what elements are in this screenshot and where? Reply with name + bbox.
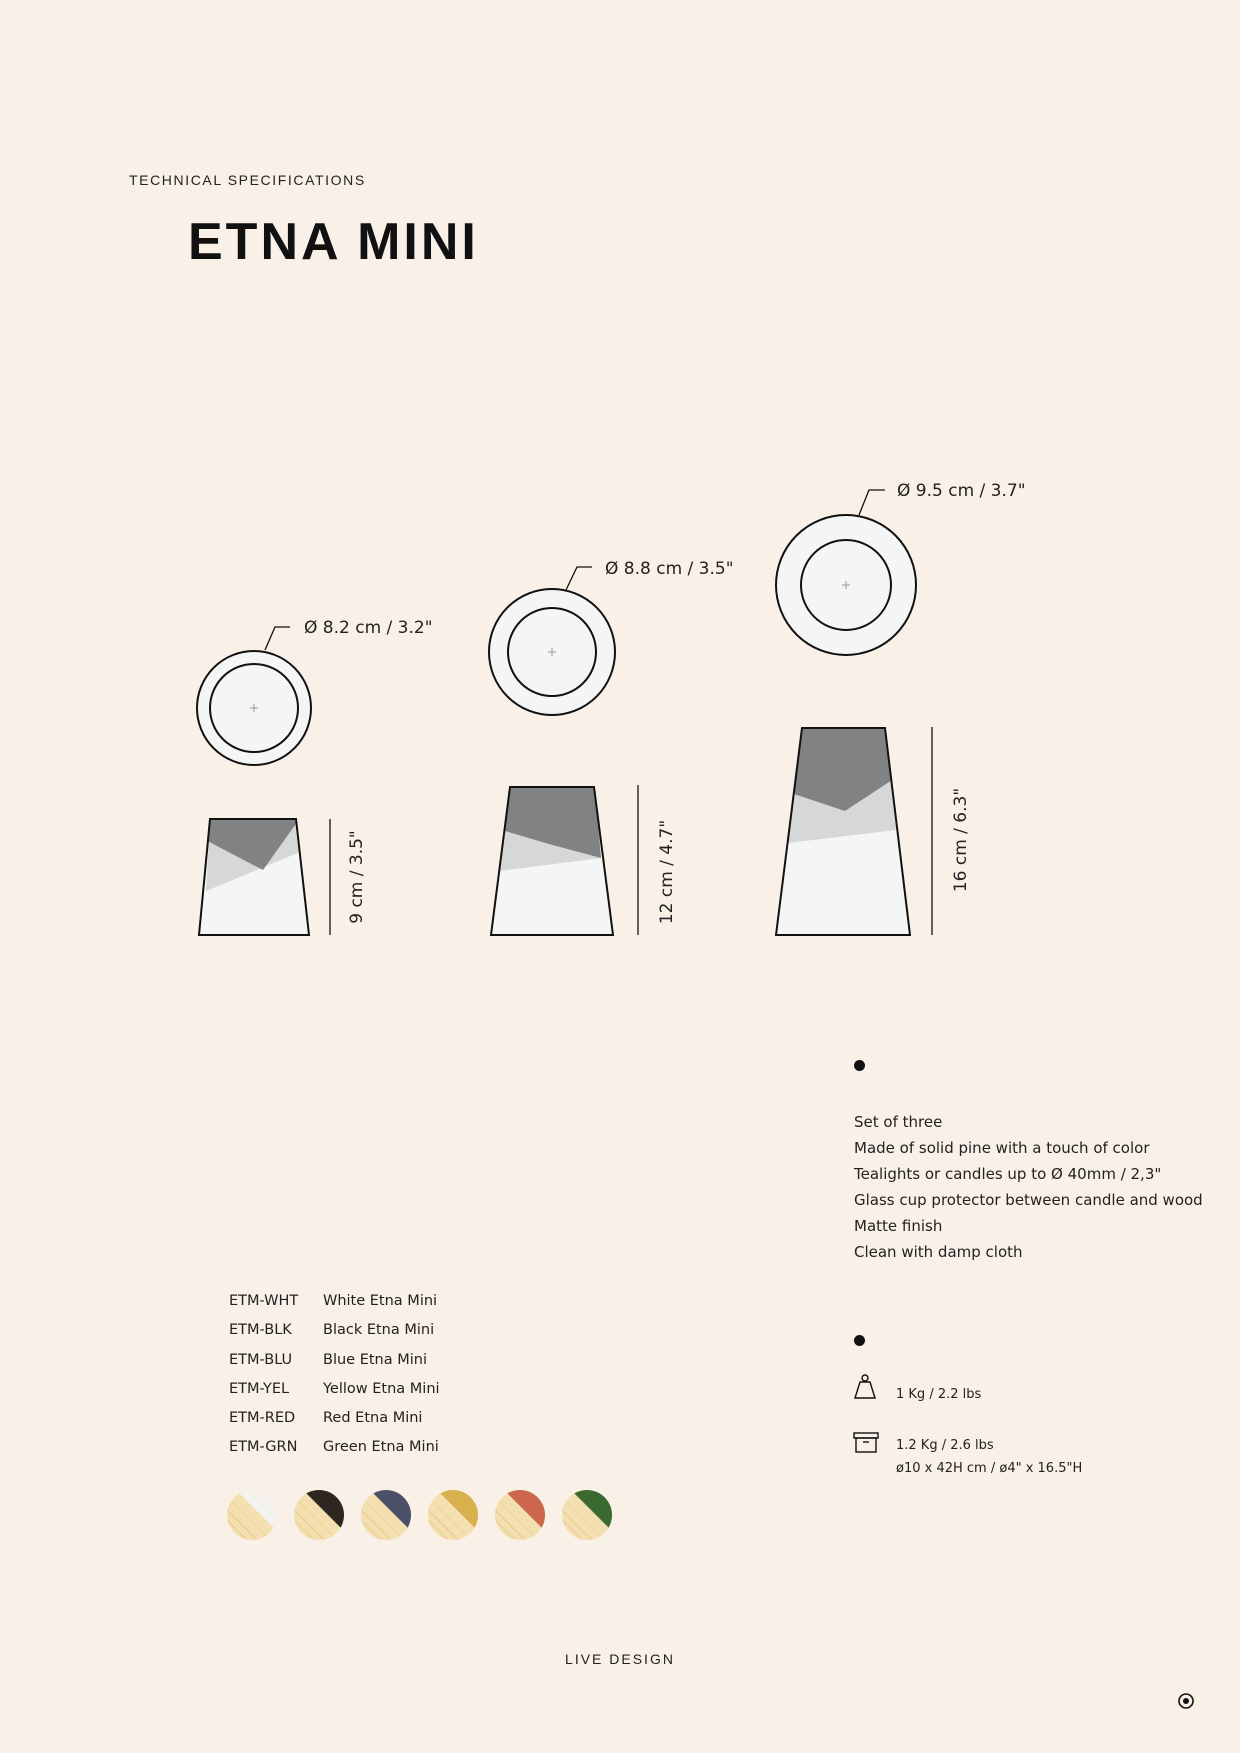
diameter-label-medium: Ø 8.8 cm / 3.5" — [605, 559, 734, 579]
drawing-small — [197, 618, 433, 935]
color-swatch-etm-grn — [562, 1490, 612, 1540]
feature-item: Tealights or candles up to Ø 40mm / 2,3" — [854, 1165, 1162, 1183]
feature-list — [854, 1109, 1203, 1265]
leader-line — [265, 627, 290, 650]
product-row — [229, 1410, 440, 1439]
top-view-large — [776, 515, 916, 655]
feature-item: Clean with damp cloth — [854, 1243, 1023, 1261]
diameter-label-large: Ø 9.5 cm / 3.7" — [897, 481, 1026, 501]
product-row — [229, 1322, 440, 1351]
specs-bullet — [854, 1335, 865, 1346]
weight-icon — [853, 1374, 877, 1400]
footer-brand: LIVE DESIGN — [565, 1651, 675, 1667]
product-name: Blue Etna Mini — [323, 1351, 427, 1368]
color-swatch-etm-red — [495, 1490, 545, 1540]
product-name: White Etna Mini — [323, 1293, 438, 1309]
height-label-large: 16 cm / 6.3" — [951, 787, 971, 893]
package-specs — [896, 1434, 1082, 1480]
feature-item: Set of three — [854, 1113, 943, 1131]
product-row — [229, 1439, 440, 1468]
feature-item: Matte finish — [854, 1217, 943, 1235]
product-code: ETM-BLU — [229, 1351, 293, 1368]
product-code: ETM-WHT — [229, 1293, 299, 1309]
product-code: ETM-BLK — [229, 1322, 292, 1339]
product-name: Black Etna Mini — [323, 1322, 435, 1339]
product-code: ETM-GRN — [229, 1439, 298, 1456]
side-view-small — [199, 819, 309, 935]
drawing-medium — [489, 559, 734, 935]
side-view-medium — [491, 787, 613, 935]
target-icon — [1177, 1692, 1195, 1710]
leader-line — [566, 567, 592, 590]
product-row — [229, 1381, 440, 1410]
height-label-medium: 12 cm / 4.7" — [657, 819, 677, 925]
product-name: Red Etna Mini — [323, 1410, 423, 1427]
features-bullet — [854, 1060, 865, 1071]
package-weight: 1.2 Kg / 2.6 lbs — [896, 1438, 994, 1453]
product-row — [229, 1352, 440, 1381]
color-swatch-etm-yel — [428, 1490, 478, 1540]
page-title: ETNA MINI — [188, 213, 479, 271]
color-swatch-etm-wht — [227, 1490, 277, 1540]
product-code-list — [229, 1293, 440, 1469]
height-label-small: 9 cm / 3.5" — [347, 830, 367, 924]
top-view-medium — [489, 589, 615, 715]
color-swatch-etm-blu — [361, 1490, 411, 1540]
product-name: Green Etna Mini — [323, 1439, 439, 1456]
feature-item: Glass cup protector between candle and wood — [854, 1191, 1203, 1209]
diameter-label-small: Ø 8.2 cm / 3.2" — [304, 618, 433, 638]
drawing-large — [776, 481, 1026, 935]
product-code: ETM-RED — [229, 1410, 296, 1427]
box-icon — [853, 1432, 879, 1454]
leader-line — [859, 490, 885, 515]
side-view-large — [776, 728, 910, 935]
product-code: ETM-YEL — [229, 1380, 290, 1397]
product-row — [229, 1293, 440, 1322]
package-dimensions: ø10 x 42H cm / ø4" x 16.5"H — [896, 1461, 1083, 1476]
feature-item: Made of solid pine with a touch of color — [854, 1139, 1150, 1157]
color-swatch-etm-blk — [294, 1490, 344, 1540]
color-swatches — [227, 1490, 612, 1540]
product-weight: 1 Kg / 2.2 lbs — [896, 1387, 982, 1402]
eyebrow-label: TECHNICAL SPECIFICATIONS — [129, 172, 366, 188]
top-view-small — [197, 651, 311, 765]
product-name: Yellow Etna Mini — [323, 1380, 440, 1397]
